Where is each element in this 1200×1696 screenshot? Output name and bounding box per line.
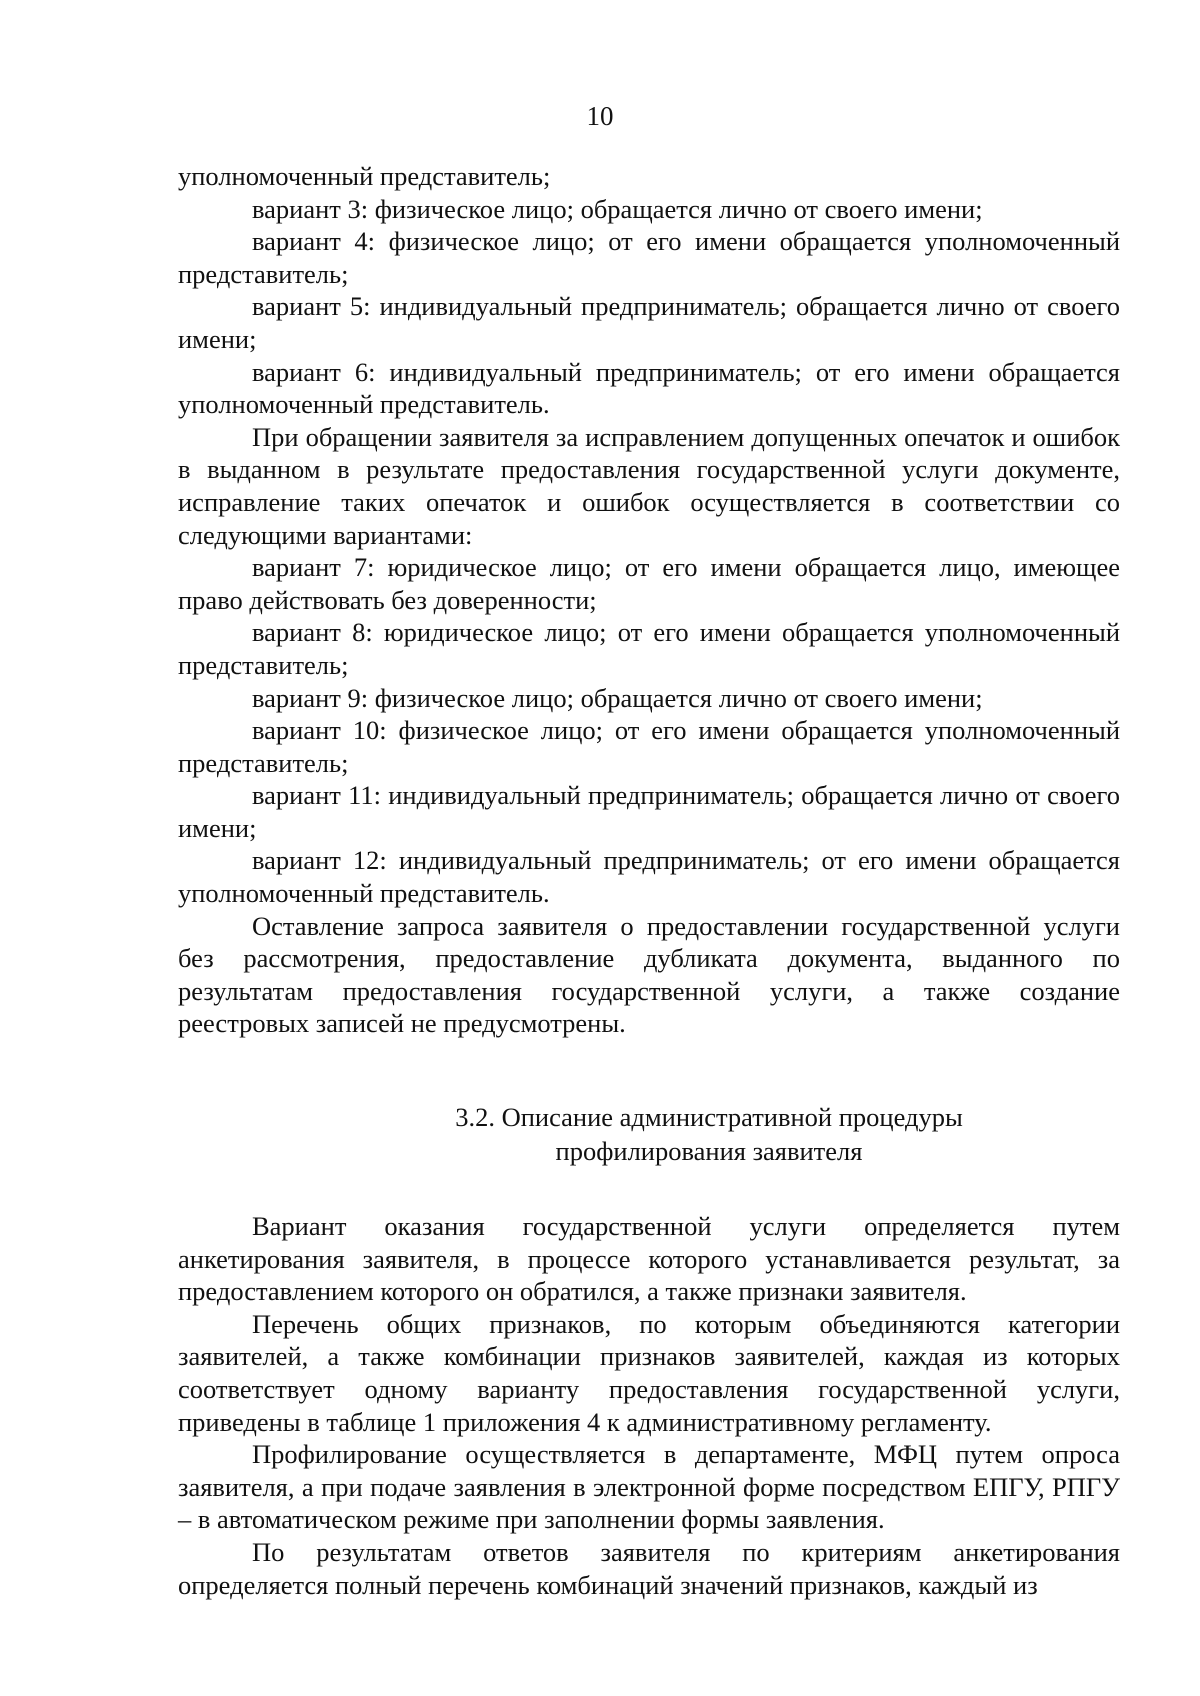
paragraph: По результатам ответов заявителя по критериям анкетирования определяется полный перечень комбинаций значений признаков, каждый из	[178, 1536, 1120, 1600]
paragraph: Профилирование осуществляется в департаменте, МФЦ путем опроса заявителя, а при подаче заявления в электронной форме посредством ЕПГУ, РПГУ – в автоматическом режиме при заполнении формы заявления.	[178, 1439, 1120, 1535]
paragraph: При обращении заявителя за исправлением допущенных опечаток и ошибок в выданном в результате предоставления государственной услуги документе, исправление таких опечаток и ошибок осуществляется в соответствии со следующими вариантами:	[178, 421, 1120, 550]
paragraph: вариант 8: юридическое лицо; от его имени обращается уполномоченный представитель;	[178, 617, 1120, 680]
paragraph: вариант 10: физическое лицо; от его имени обращается уполномоченный представитель;	[178, 715, 1120, 778]
section-heading-line: профилирования заявителя	[555, 1136, 863, 1167]
paragraph: Вариант оказания государственной услуги определяется путем анкетирования заявителя, в процессе которого устанавливается результат, за предоставлением которого он обратился, а также признаки заявителя.	[178, 1211, 1120, 1307]
paragraph: вариант 7: юридическое лицо; от его имени обращается лицо, имеющее право действовать без доверенности;	[178, 552, 1120, 615]
paragraph: вариант 12: индивидуальный предприниматель; от его имени обращается уполномоченный представитель.	[178, 845, 1120, 909]
paragraph: вариант 6: индивидуальный предприниматель; от его имени обращается уполномоченный представитель.	[178, 356, 1120, 420]
page-number: 10	[586, 101, 614, 131]
paragraph: Оставление запроса заявителя о предоставлении государственной услуги без рассмотрения, предоставление дубликата документа, выданного по результатам предоставления государственной услуги, а также создание реестровых записей не предусмотрены.	[178, 910, 1120, 1039]
paragraph: уполномоченный представитель;	[178, 161, 551, 191]
paragraph: Перечень общих признаков, по которым объединяются категории заявителей, а также комбинации признаков заявителей, каждая из которых соответствует одному варианту предоставления государственной услуги, приведены в таблице 1 приложения 4 к административному регламенту.	[178, 1308, 1120, 1437]
paragraph: вариант 4: физическое лицо; от его имени обращается уполномоченный представитель;	[178, 226, 1120, 289]
document-body	[178, 160, 1120, 1601]
section-heading	[178, 1100, 1120, 1168]
paragraph: вариант 9: физическое лицо; обращается лично от своего имени;	[252, 682, 983, 713]
paragraph: вариант 5: индивидуальный предприниматель; обращается лично от своего имени;	[178, 291, 1120, 354]
paragraph: вариант 3: физическое лицо; обращается лично от своего имени;	[252, 193, 983, 224]
paragraph: вариант 11: индивидуальный предприниматель; обращается лично от своего имени;	[178, 780, 1120, 843]
section-heading-line: 3.2. Описание административной процедуры	[455, 1102, 963, 1133]
